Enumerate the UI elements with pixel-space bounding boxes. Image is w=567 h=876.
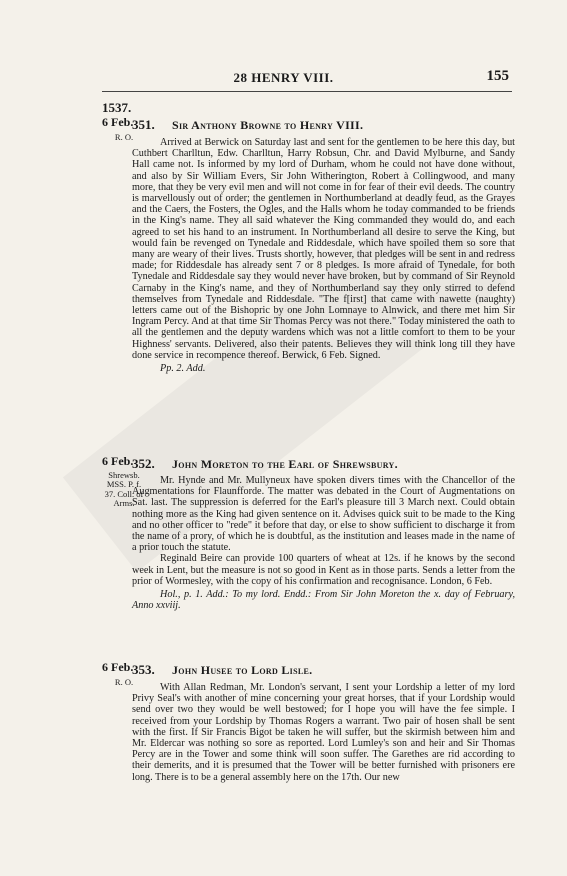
entry-content xyxy=(132,117,515,374)
entry-date: 6 Feb. xyxy=(102,660,134,674)
entry-paragraph: With Allan Redman, Mr. London's servant, I sent your Lordship a letter of my lord Privy Seal's with another of mine concerning your great horses, that if your Lordship would send over two they would be well bestowed; for I hope you will have the fee simple. I received from your Lordship by Thomas Rogers a warrant. Two pair of hosen shall be sent with the first. If Sir Francis Bigot be taken he will suffer, but the skirmish between him and Mr. Eldercar was nothing so sore as reported. Lord Lumley's son and heir and Sir Thomas Percy are in the Tower and some think will soon suffer. The Garethes are rid according to their demerits, and it is presumed that the Tower will be better furnished with prisoners ere long. There is to be a general assembly here on the 17th. Our new xyxy=(132,682,515,783)
entry-title: John Moreton to the Earl of Shrewsbury. xyxy=(172,457,398,471)
entry-title-line xyxy=(132,662,515,678)
year-label: 1537. xyxy=(102,100,132,115)
entry-body xyxy=(132,137,515,374)
page-number: 155 xyxy=(486,68,509,84)
entry-source: Shrewsb. MSS. P. f. 37. Coll. of Arms. xyxy=(104,469,144,509)
entry-content xyxy=(132,456,515,611)
entry-paragraph: Mr. Hynde and Mr. Mullyneux have spoken divers times with the Chancellor of the Augmentations for Flaunfforde. The matter was debated in the Court of Augmentations on Sat. last. The suppression is deferred for the Earl's pleasure till 3 March next. Could obtain nothing more as the King had given sentence on it. Advises quick suit to be made to the King and no other officer to "rede" it before that day, or else to show sufficient to discharge it from the name of a prory, of which he is doubtful, as the institution and leases made in the name of a prior touch the statute. xyxy=(132,475,515,554)
entry-source: R. O. xyxy=(114,676,134,687)
page-header xyxy=(0,70,567,90)
entry-note: Hol., p. 1. Add.: To my lord. Endd.: From Sir John Moreton the x. day of February, Anno xxviij. xyxy=(132,589,515,612)
entry-body xyxy=(132,682,515,783)
entry-number: 352. xyxy=(132,456,155,471)
entry-title: John Husee to Lord Lisle. xyxy=(172,663,313,677)
entry-title-line xyxy=(132,456,515,472)
entry-paragraph: Arrived at Berwick on Saturday last and sent for the gentlemen to be here this day, but Cuthbert Charlltun, Edw. Charlltun, Harry Robsun, Chr. and David Mylburne, and Sandy Hall came not. Is informed by my lord of Durham, whom he could not have done without, and also by Sir William Evers, Sir John Witherington, Robert à Collingwood, and many more, that they be very evil men and will not come in for fear of their evil deeds. The country is marvellously out of order; the gentlemen in Northumberland at deadly feud, as the Grayes and the Caers, the Fosters, the Ogles, and the Halls whom he today commanded to be friends in the King's name. They all said whatever the King commanded they would do, and each agreed to set his hand to an instrument. In Northumberland all desire to serve the King, but would fain be revenged on Tynedale and Riddesdale, which have spoiled them so sore that many are weary of their lives. Trusts shortly, however, that pledges will be sent in and redress made; for Riddesdale has already sent 7 or 8 pledges. Is more afraid of Tynedale, for both Tynedale and Riddesdale say they would never have broken, but by command of Sir Reynold Carnaby in the King's name, and they of Northumberland say they only stirred to defend themselves from Tynedale and Riddesdale. "The f[irst] that came with nawette (naughty) letters came out of the Bishopric by one John Lomnaye to Alnwick, and there met him Sir Ingram Percy. And at that time Sir Thomas Percy was not there." Today ministered the oath to all the gentlemen and the deputy wardens which was not a little comfort to them to be your Highness' servants. Delivered, also their patents. Believes they will think long till they have done service in recompence thereof. Berwick, 6 Feb. Signed. xyxy=(132,137,515,361)
entry-body xyxy=(132,475,515,611)
entry-date: 6 Feb. xyxy=(102,454,134,468)
header-rule xyxy=(102,91,512,92)
entry-note: Pp. 2. Add. xyxy=(160,363,206,375)
running-title: 28 HENRY VIII. xyxy=(233,70,334,85)
entry-number: 353. xyxy=(132,662,155,677)
entry-content xyxy=(132,662,515,783)
entry-number: 351. xyxy=(132,117,155,132)
entry-paragraph: Reginald Beire can provide 100 quarters of wheat at 12s. if he knows by the second week in Lent, but the measure is not so good in Kent as in those parts. Sends a letter from the prior of Wormesley, with the copy of his confirmation and recognisance. London, 6 Feb. xyxy=(132,553,515,587)
entry-title-line xyxy=(132,117,515,133)
entry-source: R. O. xyxy=(114,131,134,142)
entry-title: Sir Anthony Browne to Henry VIII. xyxy=(172,118,364,132)
entry-date: 6 Feb. xyxy=(102,115,134,129)
